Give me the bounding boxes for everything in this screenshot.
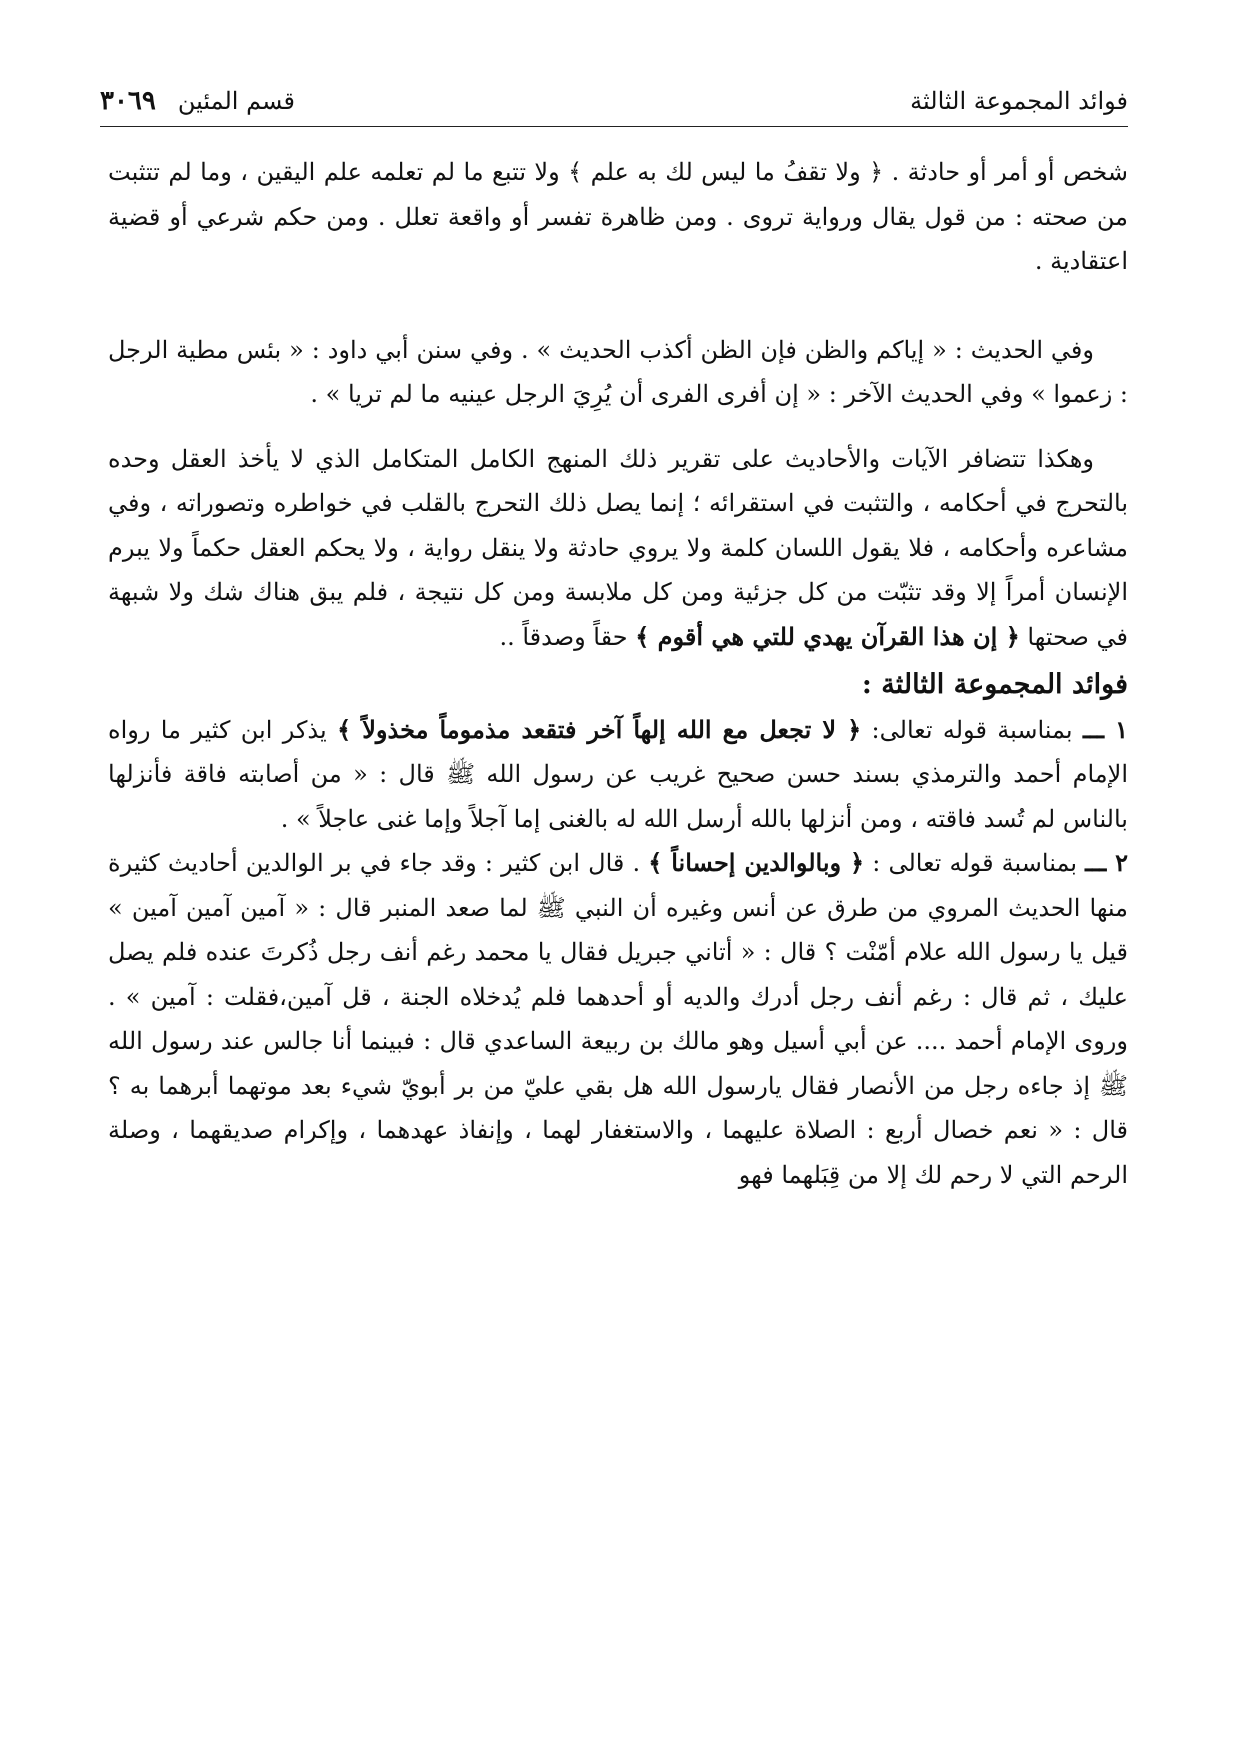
page-body <box>108 150 1128 1197</box>
paragraph-2: وفي الحديث : « إياكم والظن فإن الظن أكذب الحديث » . وفي سنن أبي داود : « بئس مطية الرجل : زعموا » وفي الحديث الآخر : « إن أفرى الفرى أن يُرِيَ الرجل عينيه ما لم تريا » . <box>108 335 1128 408</box>
paragraph-3-ending: حقاً وصدقاً .. <box>499 622 628 651</box>
item-text: يذكر ابن كثير ما رواه الإمام أحمد والترمذي بسند حسن صحيح غريب عن رسول الله ﷺ قال : « من أصابته فاقة فأنزلها بالناس لم تُسد فاقته ، ومن أنزلها بالله أرسل الله له بالغنى إما آجلاً وإما غنى عاجلاً » . <box>108 715 1128 833</box>
item-number: ١ ـــ <box>1082 714 1129 744</box>
section-heading: فوائد المجموعة الثالثة : <box>861 669 1128 700</box>
item-intro: بمناسبة قوله تعالى : <box>872 849 1078 877</box>
header-left-group <box>100 86 295 116</box>
item-intro: بمناسبة قوله تعالى: <box>871 715 1073 744</box>
page-number: ٣٠٦٩ <box>100 86 156 116</box>
benefit-item-1 <box>108 708 1128 842</box>
quran-verse: ﴿ إن هذا القرآن يهدي للتي هي أقوم ﴾ <box>635 621 1020 651</box>
paragraph-1: شخص أو أمر أو حادثة . ﴿ ولا تقفُ ما ليس لك به علم ﴾ ولا تتبع ما لم تعلمه علم اليقين ، وما لم تتثبت من صحته : من قول يقال ورواية تروى . ومن ظاهرة تفسر أو واقعة تعلل . ومن حكم شرعي أو قضية اعتقادية . <box>108 158 1129 275</box>
paragraph-3-text: وهكذا تتضافر الآيات والأحاديث على تقرير ذلك المنهج الكامل المتكامل الذي لا يأخذ العقل وحده بالتحرج في أحكامه ، والتثبت في استقرائه ؛ إنما يصل ذلك التحرج بالقلب في خواطره وتصوراته ، وفي مشاعره وأحكامه ، فلا يقول اللسان كلمة ولا يروي حادثة ولا ينقل رواية ، ولا يحكم العقل حكماً ولا يبرم الإنسان أمراً إلا وقد تثبّت من كل جزئية ومن كل ملابسة ومن كل نتيجة ، فلم يبق هناك شك ولا شبهة في صحتها <box>108 444 1129 651</box>
section-name: قسم المئين <box>177 87 295 115</box>
running-title: فوائد المجموعة الثالثة <box>910 87 1128 115</box>
item-text: . قال ابن كثير : وقد جاء في بر الوالدين أحاديث كثيرة منها الحديث المروي من طرق عن أنس وغيره أن النبي ﷺ لما صعد المنبر قال : « آمين آمين آمين » قيل يا رسول الله علام أمّنْت ؟ قال : « أتاني جبريل فقال يا محمد رغم أنف رجل ذُكرتَ عنده فلم يصل عليك ، ثم قال : رغم أنف رجل أدرك والديه أو أحدهما فلم يُدخلاه الجنة ، قل آمين،فقلت : آمين » . وروى الإمام أحمد .... عن أبي أسيل وهو مالك بن ربيعة الساعدي قال : فبينما أنا جالس عند رسول الله ﷺ إذ جاءه رجل من الأنصار فقال يارسول الله هل بقي عليّ من بر أبويّ شيء بعد موتهما أبرهما به ؟ قال : « نعم خصال أربع : الصلاة عليهما ، والاستغفار لهما ، وإنفاذ عهدهما ، وإكرام صديقهما ، وصلة الرحم التي لا رحم لك إلا من قِبَلهما فهو <box>108 849 1128 1189</box>
paragraph-3 <box>108 437 1128 660</box>
header-rule <box>100 126 1128 127</box>
quran-verse: ﴿ لا تجعل مع الله إلهاً آخر فتقعد مذموماً مخذولاً ﴾ <box>337 714 862 744</box>
benefit-item-2 <box>108 841 1128 1197</box>
page-header <box>100 78 1128 124</box>
quran-verse: ﴿ وبالوالدين إحساناً ﴾ <box>648 848 865 877</box>
item-number: ٢ ـــ <box>1085 848 1129 877</box>
